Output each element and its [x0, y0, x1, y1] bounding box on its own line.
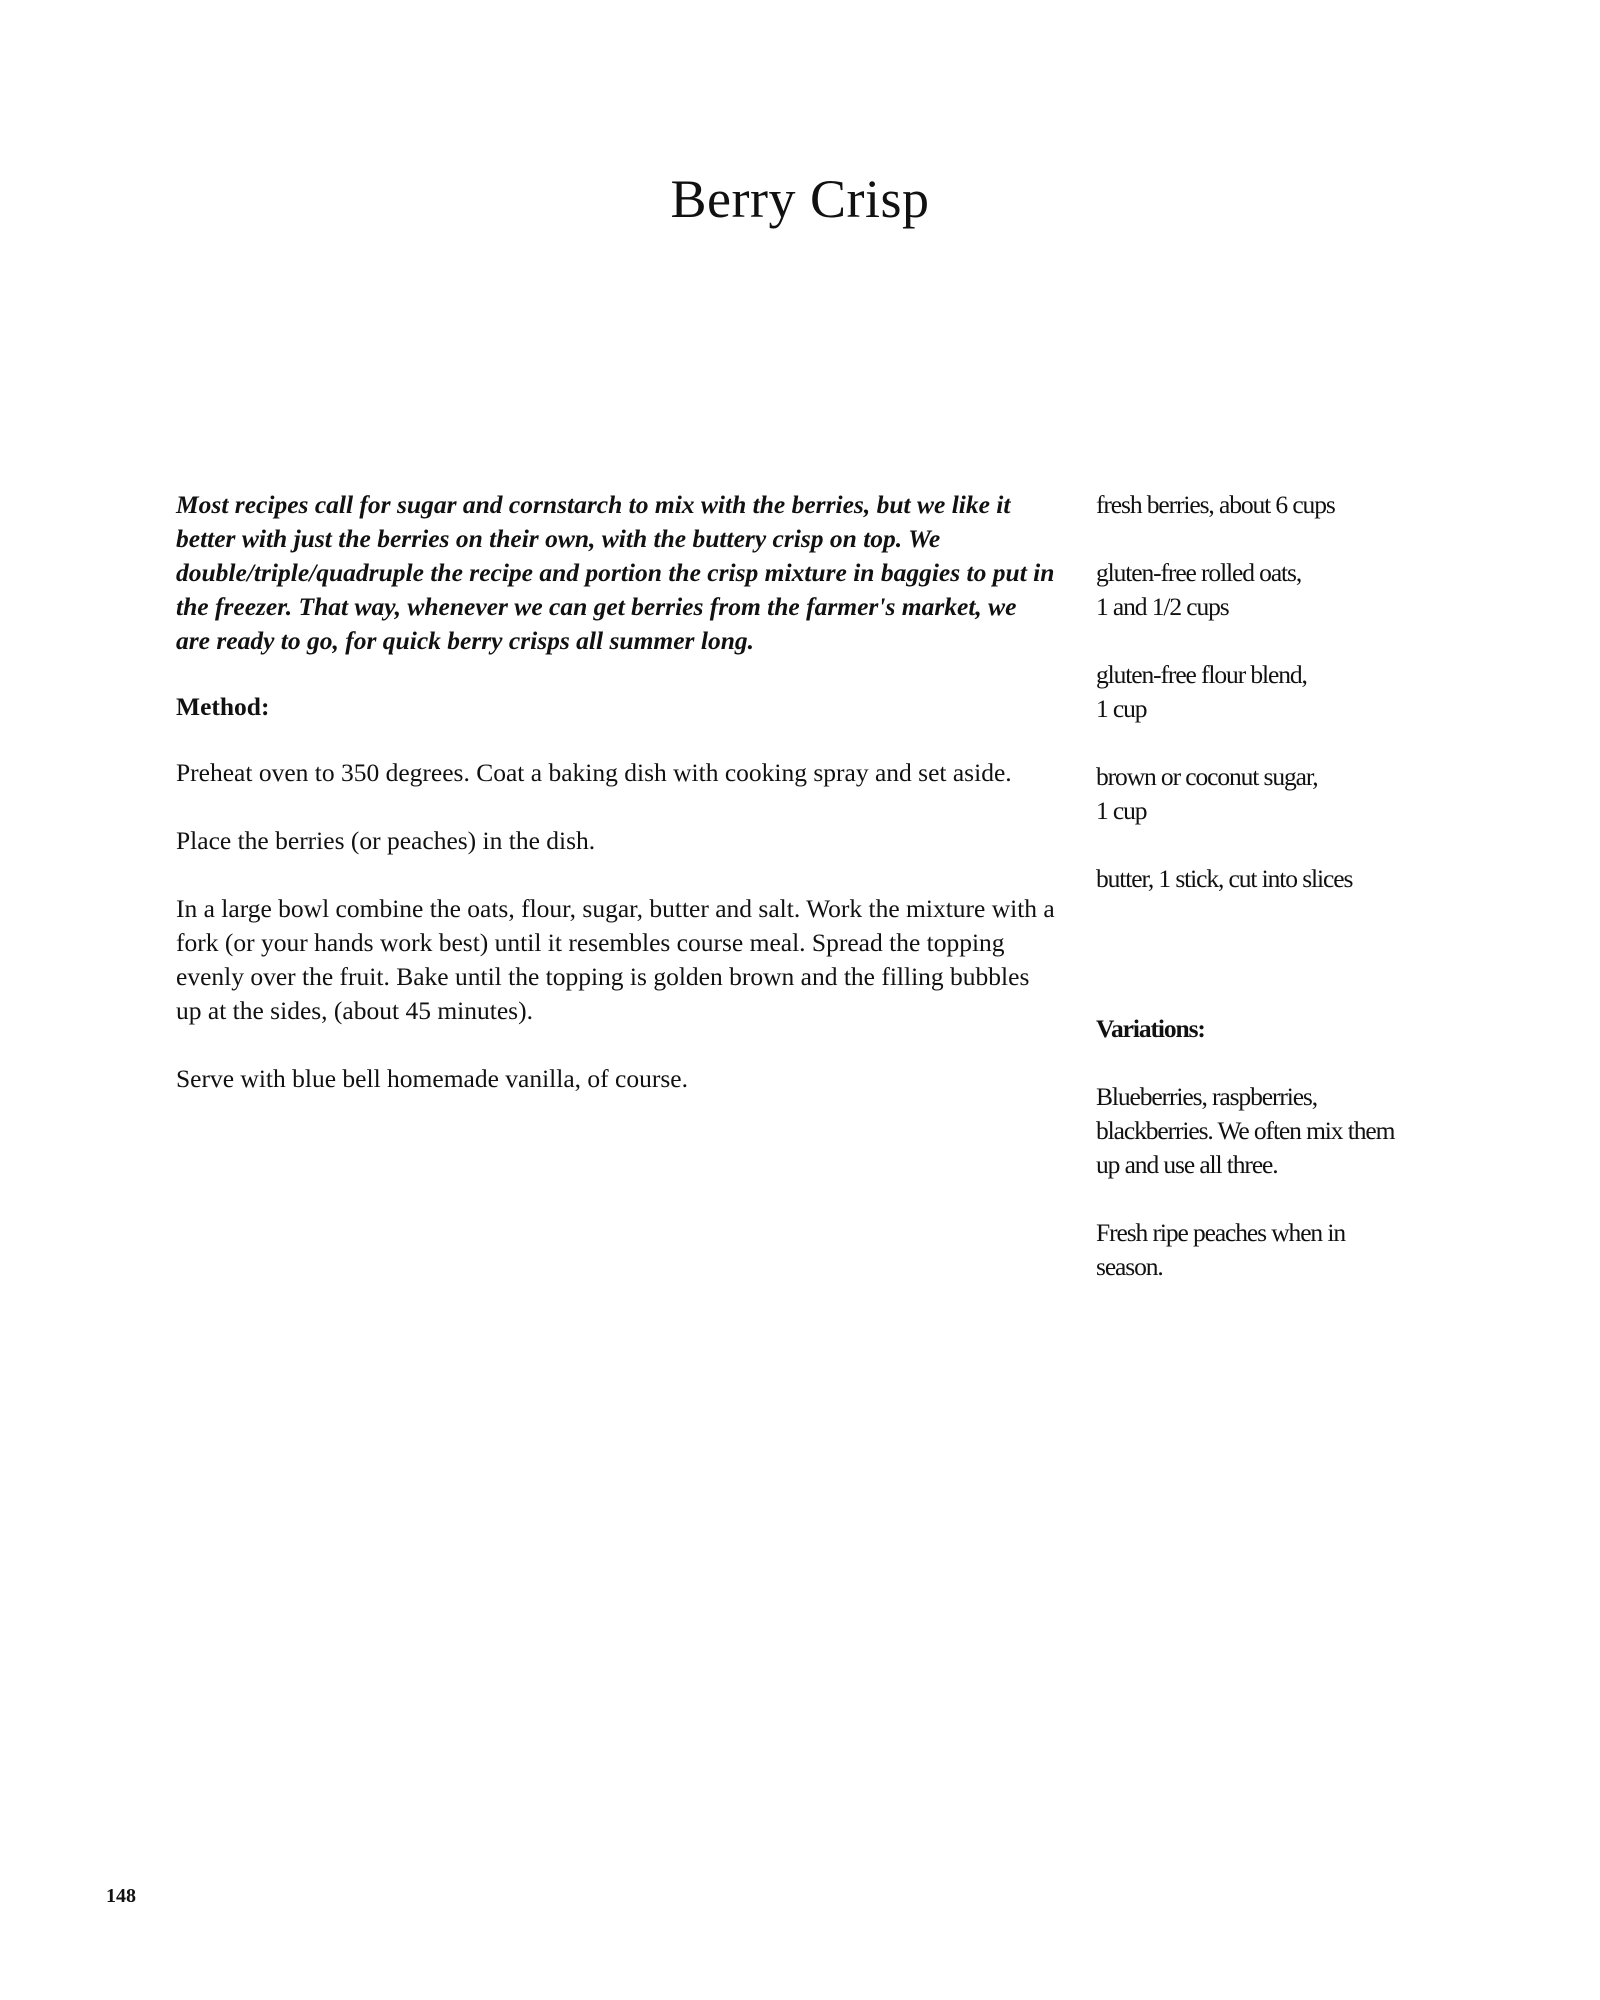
ingredient-item: [1096, 488, 1396, 522]
method-step: Preheat oven to 350 degrees. Coat a baking dish with cooking spray and set aside.: [176, 758, 1012, 787]
variation-item: Fresh ripe peaches when in season.: [1096, 1218, 1345, 1281]
variation-item: Blueberries, raspberries, blackberries. We often mix them up and use all three.: [1096, 1082, 1395, 1179]
variations-heading: Variations:: [1096, 1014, 1205, 1043]
ingredient-item: [1096, 556, 1396, 624]
ingredient-amount: 1 and 1/2 cups: [1096, 592, 1229, 621]
ingredient-amount: 1 cup: [1096, 796, 1147, 825]
method-step: Place the berries (or peaches) in the dish.: [176, 826, 596, 855]
ingredient-line: brown or coconut sugar,: [1096, 762, 1318, 791]
ingredient-line: gluten-free flour blend,: [1096, 660, 1307, 689]
ingredient-item: [1096, 862, 1396, 896]
ingredient-line: fresh berries, about 6 cups: [1096, 490, 1335, 519]
page-number: 148: [106, 1885, 136, 1907]
ingredient-amount: 1 cup: [1096, 694, 1147, 723]
method-step: In a large bowl combine the oats, flour, sugar, butter and salt. Work the mixture with a fork (or your hands work best) until it resembles course meal. Spread the topping evenly over the fruit. Bake until the topping is golden brown and the filling bubbles up at the sides, (about 45 minutes).: [176, 894, 1055, 1025]
ingredient-line: gluten-free rolled oats,: [1096, 558, 1302, 587]
method-column: [176, 488, 1056, 1130]
ingredient-item: [1096, 658, 1396, 726]
ingredient-line: butter, 1 stick, cut into slices: [1096, 864, 1353, 893]
method-heading: Method:: [176, 692, 270, 721]
recipe-intro: Most recipes call for sugar and cornstarch to mix with the berries, but we like it better with just the berries on their own, with the buttery crisp on top. We double/triple/quadruple the recipe and portion the crisp mixture in baggies to put in the freezer. That way, whenever we can get berries from the farmer's market, we are ready to go, for quick berry crisps all summer long.: [176, 490, 1055, 655]
page-title: Berry Crisp: [670, 169, 930, 229]
method-step: Serve with blue bell homemade vanilla, of course.: [176, 1064, 688, 1093]
ingredients-column: [1096, 488, 1396, 1318]
ingredient-item: [1096, 760, 1396, 828]
